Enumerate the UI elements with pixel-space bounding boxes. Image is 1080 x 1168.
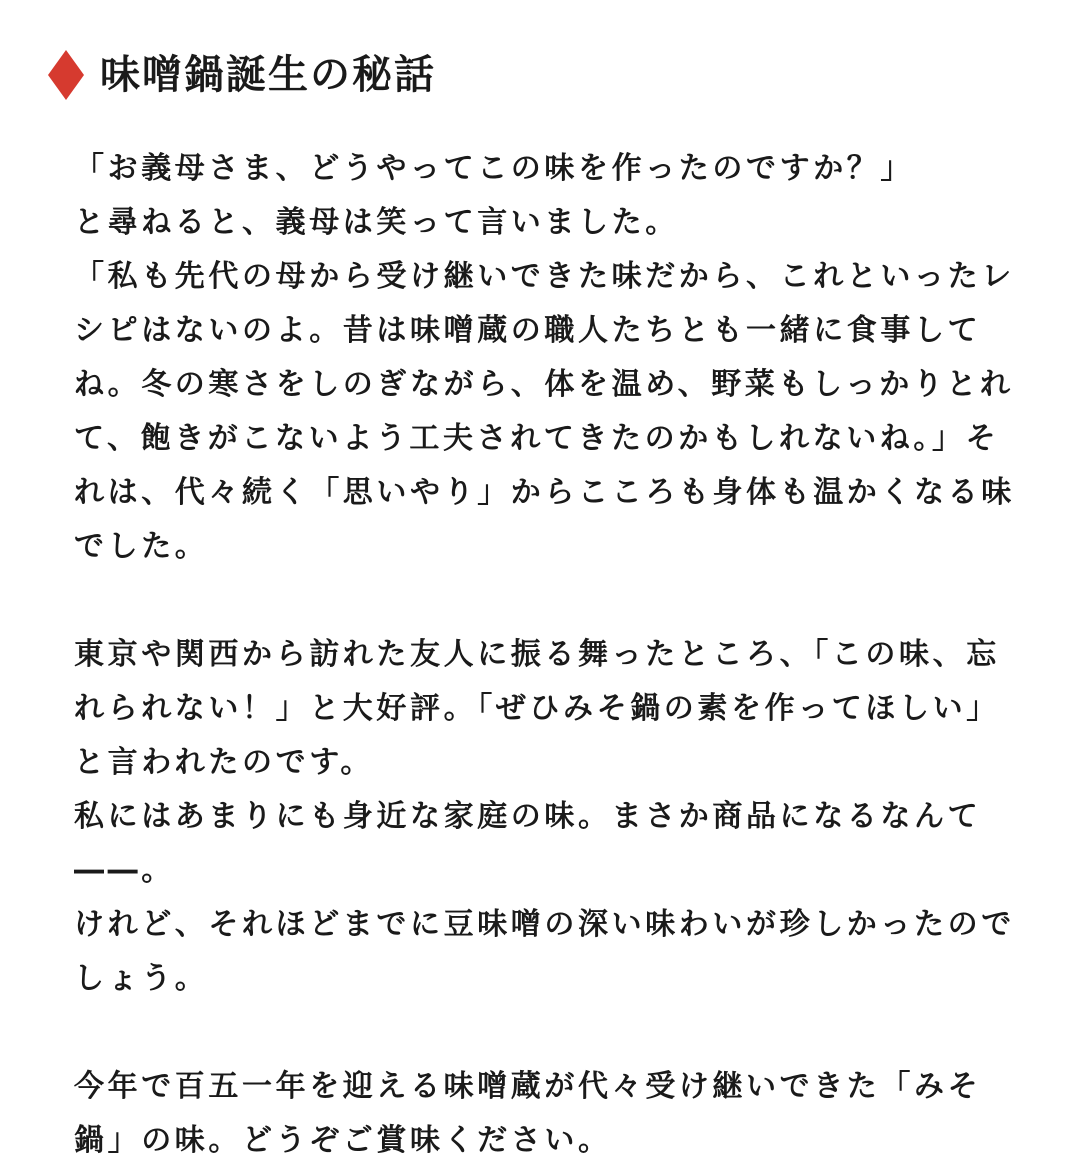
section-title: 味噌鍋誕生の秘話: [100, 52, 436, 98]
story-body: [74, 142, 1014, 1168]
text-line: 鍋」の味。どうぞご賞味ください。: [74, 1123, 612, 1158]
text-line: 東京や関西から訪れた友人に振る舞ったところ、「この味、忘: [74, 637, 1000, 672]
text-line: 「お義母さま、どうやってこの味を作ったのですか？」: [74, 151, 914, 186]
text-line: でした。: [74, 529, 209, 564]
text-line: 「私も先代の母から受け継いできた味だから、これといったレ: [74, 259, 1015, 294]
text-line: れられない！」と大好評。「ぜひみそ鍋の素を作ってほしい」: [74, 691, 1000, 726]
section-heading: [48, 50, 436, 100]
paragraph-closing: [74, 1060, 1014, 1168]
paragraph-origin: [74, 142, 1014, 574]
text-line: ――。: [74, 853, 175, 888]
text-line: しょう。: [74, 961, 209, 996]
paragraph-friends: [74, 628, 1014, 1006]
text-line: て、飽きがこないよう工夫されてきたのかもしれないね。」そ: [74, 421, 1000, 456]
text-line: シピはないのよ。昔は味噌蔵の職人たちとも一緒に食事して: [74, 313, 982, 348]
text-line: と言われたのです。: [74, 745, 374, 780]
text-line: 私にはあまりにも身近な家庭の味。まさか商品になるなんて: [74, 799, 982, 834]
paragraph-spacer: [74, 574, 1014, 628]
text-line: ね。冬の寒さをしのぎながら、体を温め、野菜もしっかりとれ: [74, 367, 1014, 402]
text-line: れは、代々続く「思いやり」からこころも身体も温かくなる味: [74, 475, 1015, 510]
text-line: と尋ねると、義母は笑って言いました。: [74, 205, 679, 240]
paragraph-spacer: [74, 1006, 1014, 1060]
text-line: けれど、それほどまでに豆味噌の深い味わいが珍しかったので: [74, 907, 1015, 942]
red-diamond-icon: [48, 50, 84, 100]
text-line: 今年で百五一年を迎える味噌蔵が代々受け継いできた「みそ: [74, 1069, 982, 1104]
